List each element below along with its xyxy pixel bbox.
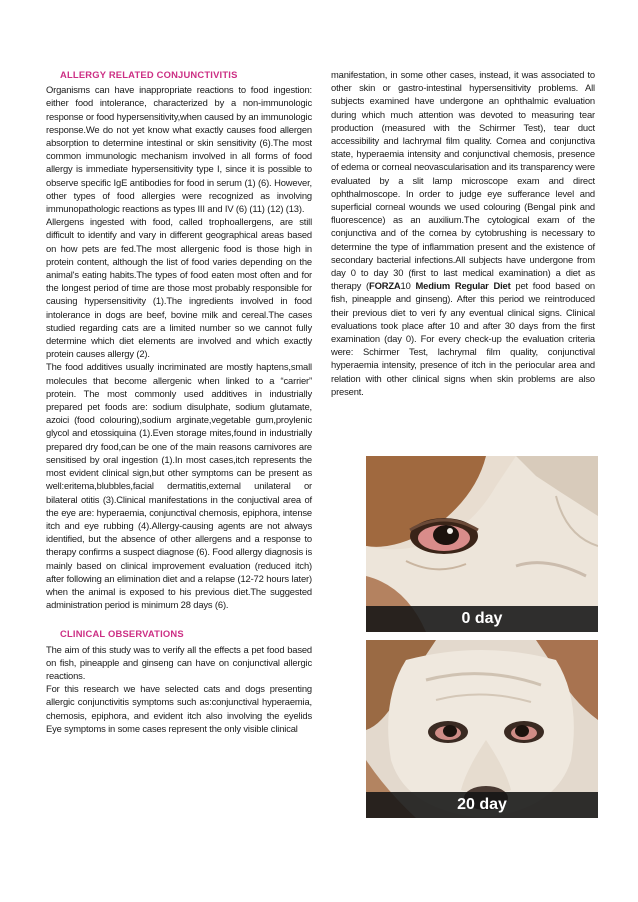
paragraph-allergy-2: Allergens ingested with food, called trophoallergens, are still difficult to identify and vary in different geographical areas based on how pets are fed.The most allergenic food is those high in protein content, although the list of food varies depending on the animal's eating habits.The types of food eaten most often and for the longest period of time are those most probably responsible for causing hypersensitivity (1).The ingredients involved in food intolerance in dogs are beef, bovine milk and cereal.The cases studied regarding cats are a limited number so we cannot fully determine which diet elements are involved and which exactly protein causes allergy (2). [46,216,312,360]
left-column [46,68,312,735]
section-heading-allergy: ALLERGY RELATED CONJUNCTIVITIS [60,69,238,80]
paragraph-clinical-2: For this research we have selected cats and dogs presenting allergic conjunctivitis symptoms such as:conjunctival hyperaemia, chemosis, epiphora, and evident itch also involving the eyelids Eye symptoms in some cases represent the only visible clinical [46,683,312,734]
paragraph-methods [331,68,595,398]
paragraph-clinical-1: The aim of this study was to verify all the effects a pet food based on fish, pineapple and ginseng can have on conjunctival allergic reactions. [46,643,312,681]
photo-label-day-20: 20 day [366,792,598,818]
methods-text-start: manifestation, in some other cases, instead, it was associated to other skin or gastro-intestinal hypersensitivity problems. All subjects examined have undergone an ophthalmic evaluation during which much attention was devoted to measuring tear production (measured with the Schirmer Test), tear duct accessibility and lachrymal film quality. Cornea and conjunctiva state, hyperaemia intensity and conjunctival chemosis, presence of edema or corneal neovascularisation and its transparency were evaluated by a slit lamp microscope exam and direct ophthalmoscope. In order to judge eye sufferance level and superficial corneal wounds we used colouring (Bengal pink and fluorescence) as an auxilium.The cytological exam of the conjunctiva and of the cornea by cytobrushing is necessary to determine the type of inflammation present and the existence of secondary bacterial infections.All subjects have undergone from day 0 to day 30 (first to last medical examination) a diet as therapy ( [331,69,595,292]
paragraph-allergy-1: Organisms can have inappropriate reactions to food ingestion: either food intolerance, characterized by a non-immunologic response or food hypersensitivity,when caused by an immunologic response.We do not yet know what exactly causes food allergen absorption to determine intestinal or skin sensitivity (6).The most common immunologic mechanism involved in all forms of food allergy is immediate hypersensitivity type I, since it is possible to observe specific IgE antibodies for food in serum (1) (6). However, other types of food allergies were recognized as involving immunopathologic reactions as types III and IV (6) (11) (12) (13). [46,84,312,215]
photo-dog-day-0 [366,456,598,632]
methods-text-end: pet food based on fish, pineapple and ginseng). After this period we reintroduced their previous diet to veri fy any eventual clinical signs. Clinical evaluations took place after 10 and after 30 days from the first examination (day 0). For every check-up the evaluation criteria were: Schirmer Test, lachrymal film quality, conjunctival hyperaemia intensity, presence of itch in the periocular area and relation with other clinical signs when skin problems are also present. [331,280,595,397]
diet-name: Medium Regular Diet [415,280,511,292]
right-column [331,68,595,398]
brand-number: 10 [400,280,411,292]
section-heading-clinical: CLINICAL OBSERVATIONS [60,628,184,640]
paragraph-allergy-3: The food additives usually incriminated are mostly haptens,small molecules that become allergenic when linked to a “carrier” protein. The most commonly used additives in industrially prepared pet foods are: sodium disulphate, sodium glutamate, azoici (food colouring),sodium arginate,vegetable gum,proylenic glycol and etossiquina (1).Even storage mites,found in industrially prepared dry food,can be one of the main reasons carnivores are sensitised by oral ingestion (1).In most cases,itch represents the most evident clinical sign,but other symptoms can be present as well:eritema,blubbles,facial dermatitis,external unilateral or bilateral otitis (3).Clinical manifestations in the conjuctival area of the eye are: hyperaemia, conjunctival chemosis, epiphora, intense itch and eye rubbing (4).Allergy-causing agents are not always identified, but the absence of other allergens and a response to therapy confirms a suspect diagnose (6). Food allergy diagnosis is mainly based on clinical improvement evaluation (reduced itch) after following an elimination diet and a relapse (12-72 hours later) when the animal is exposed to his previous diet.The suggested administration period is minimum 28 days (6). [46,361,312,611]
brand-name: FORZA [369,280,401,292]
photo-label-day-0: 0 day [366,606,598,632]
photo-dog-day-20 [366,640,598,818]
